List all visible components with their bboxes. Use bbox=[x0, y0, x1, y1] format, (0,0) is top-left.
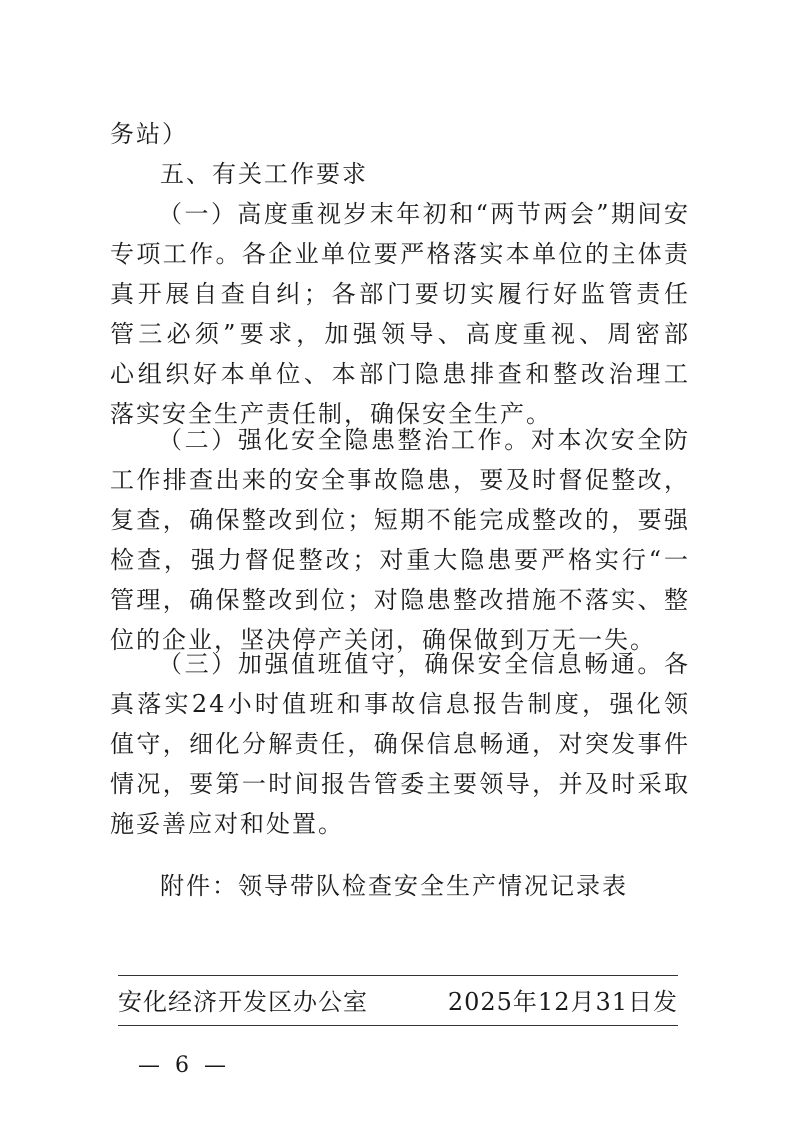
paragraph-line: 专项工作。各企业单位要严格落实本单位的主体责 bbox=[110, 240, 690, 268]
paragraph-1 bbox=[110, 194, 690, 434]
paragraph-line: （一）高度重视岁末年初和“两节两会”期间安 bbox=[158, 200, 690, 228]
issuer-name: 安化经济开发区办公室 bbox=[118, 988, 368, 1016]
section-heading: 五、有关工作要求 bbox=[160, 160, 368, 188]
paragraph-line: 管理，确保整改到位；对隐患整改措施不落实、整 bbox=[110, 586, 690, 614]
paragraph-line: 真开展自查自纠；各部门要切实履行好监管责任 bbox=[110, 280, 690, 308]
attachment-note: 附件：领导带队检查安全生产情况记录表 bbox=[160, 872, 628, 900]
paragraph-line: 值守，细化分解责任，确保信息畅通，对突发事件 bbox=[110, 730, 690, 758]
paragraph-line: 真落实24小时值班和事故信息报告制度，强化领 bbox=[110, 690, 690, 718]
continuation-line: 务站） bbox=[110, 120, 188, 148]
issue-date: 2025年12月31日发 bbox=[447, 988, 678, 1016]
continuation-text bbox=[110, 114, 690, 154]
paragraph-line: 工作排查出来的安全事故隐患，要及时督促整改， bbox=[110, 466, 690, 494]
paragraph-line: （三）加强值班值守，确保安全信息畅通。各 bbox=[158, 650, 690, 678]
paragraph-line: 管三必须”要求，加强领导、高度重视、周密部 bbox=[110, 320, 690, 348]
paragraph-line: 施妥善应对和处置。 bbox=[110, 810, 344, 838]
page-number: — 6 — bbox=[138, 1053, 230, 1078]
paragraph-line: 位的企业，坚决停产关闭，确保做到万无一失。 bbox=[110, 626, 656, 654]
paragraph-line: 复查，确保整改到位；短期不能完成整改的，要强 bbox=[110, 506, 690, 534]
paragraph-line: 落实安全生产责任制，确保安全生产。 bbox=[110, 400, 552, 428]
paragraph-line: （二）强化安全隐患整治工作。对本次安全防 bbox=[158, 426, 690, 454]
paragraph-3 bbox=[110, 644, 690, 844]
paragraph-line: 检查，强力督促整改；对重大隐患要严格实行“一 bbox=[110, 546, 690, 574]
footer-rule-top bbox=[118, 975, 678, 976]
paragraph-line: 心组织好本单位、本部门隐患排查和整改治理工 bbox=[110, 360, 690, 388]
paragraph-2 bbox=[110, 420, 690, 660]
footer-rule-bottom bbox=[118, 1025, 678, 1026]
paragraph-line: 情况，要第一时间报告管委主要领导，并及时采取 bbox=[110, 770, 690, 798]
